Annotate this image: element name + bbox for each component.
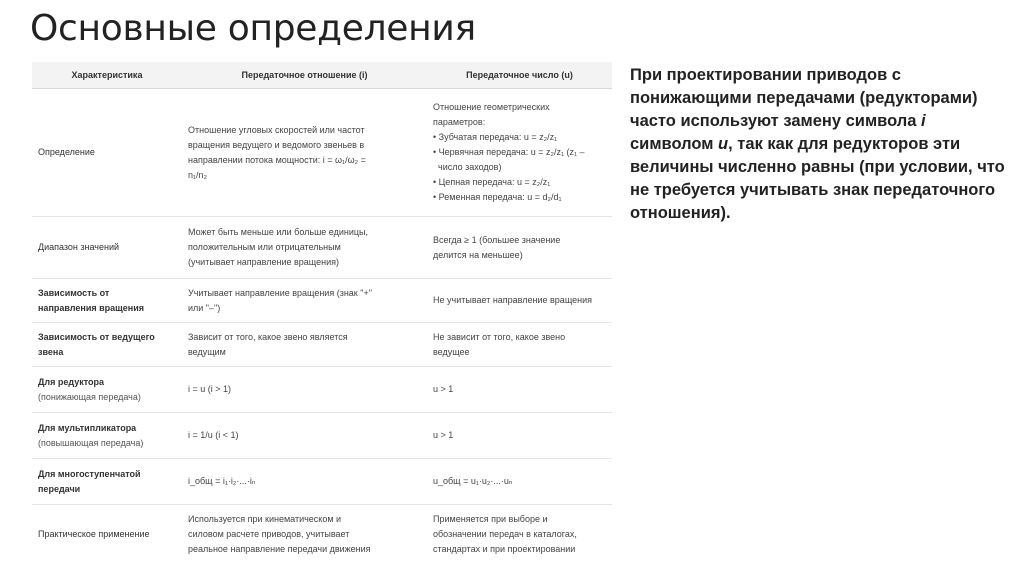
row-characteristic (32, 89, 182, 217)
header-characteristic: Характеристика (32, 62, 182, 89)
row-number-value: Применяется при выборе и обозначении передач в каталогах, стандартах и при проектировании (427, 505, 612, 565)
table-header-row (32, 62, 612, 89)
row-characteristic (32, 217, 182, 279)
row-characteristic (32, 413, 182, 459)
row-ratio-value: i_общ = i₁·i₂·...·iₙ (182, 459, 427, 505)
row-number-value: Всегда ≥ 1 (большее значение делится на меньшее) (427, 217, 612, 279)
row-characteristic-name: Определение (38, 147, 95, 157)
table-row (32, 459, 612, 505)
symbol-u: u (718, 135, 729, 153)
row-characteristic-name: Для редуктора (38, 376, 105, 387)
side-note (630, 64, 1010, 225)
header-number: Передаточное число (u) (427, 62, 612, 89)
row-characteristic (32, 279, 182, 323)
row-number-value: u > 1 (427, 413, 612, 459)
row-ratio-value: Может быть меньше или больше единицы, положительным или отрицательным (учитывает направление вращения) (182, 217, 427, 279)
row-characteristic-name: Зависимость от ведущего звена (38, 331, 155, 357)
table-row (32, 279, 612, 323)
header-ratio: Передаточное отношение (i) (182, 62, 427, 89)
row-characteristic (32, 367, 182, 413)
side-note-part3: , так как для редукторов эти величины численно равны (при условии, что не требуется учитывать знак передаточного отношения). (630, 135, 1005, 222)
slide-title: Основные определения (30, 8, 476, 49)
table-row (32, 413, 612, 459)
table-row (32, 367, 612, 413)
row-ratio-value: Используется при кинематическом и силовом расчете приводов, учитывает реальное направление передачи движения (182, 505, 427, 565)
row-ratio-value: Учитывает направление вращения (знак "+" или "–") (182, 279, 427, 323)
row-ratio-value: Зависит от того, какое звено является ведущим (182, 323, 427, 367)
row-characteristic (32, 459, 182, 505)
row-characteristic-name: Диапазон значений (38, 242, 120, 252)
row-ratio-value: i = 1/u (i < 1) (182, 413, 427, 459)
row-characteristic-sub: (повышающая передача) (38, 437, 144, 448)
row-characteristic (32, 323, 182, 367)
table-row (32, 505, 612, 565)
row-characteristic-name: Для многоступенчатой передачи (38, 468, 141, 494)
row-characteristic-sub: (понижающая передача) (38, 391, 141, 402)
table-row (32, 217, 612, 279)
row-ratio-value: i = u (i > 1) (182, 367, 427, 413)
row-number-value: u > 1 (427, 367, 612, 413)
row-number-value: Не зависит от того, какое звено ведущее (427, 323, 612, 367)
row-characteristic (32, 505, 182, 565)
table-row (32, 89, 612, 217)
table-row (32, 323, 612, 367)
row-characteristic-name: Для мультипликатора (38, 422, 137, 433)
side-note-part2: символом (630, 135, 719, 153)
row-number-value: Отношение геометрических параметров: • Зубчатая передача: u = z₂/z₁ • Червячная передача: u = z₂/z₁ (z₁ – число заходов) • Цепная передача: u = z₂/z₁ • Ременная передача: u = d₂/d₁ (427, 89, 612, 217)
row-number-value: Не учитывает направление вращения (427, 279, 612, 323)
symbol-i: i (920, 112, 926, 130)
row-characteristic-name: Зависимость от направления вращения (38, 287, 144, 313)
row-characteristic-name: Практическое применение (38, 529, 150, 539)
side-note-part1: При проектировании приводов с понижающими передачами (редукторами) часто используют замену символа (630, 66, 978, 130)
row-ratio-value: Отношение угловых скоростей или частот вращения ведущего и ведомого звеньев в направлении потока мощности: i = ω₁/ω₂ = n₁/n₂ (182, 89, 427, 217)
definitions-table (32, 62, 612, 564)
row-number-value: u_общ = u₁·u₂·...·uₙ (427, 459, 612, 505)
